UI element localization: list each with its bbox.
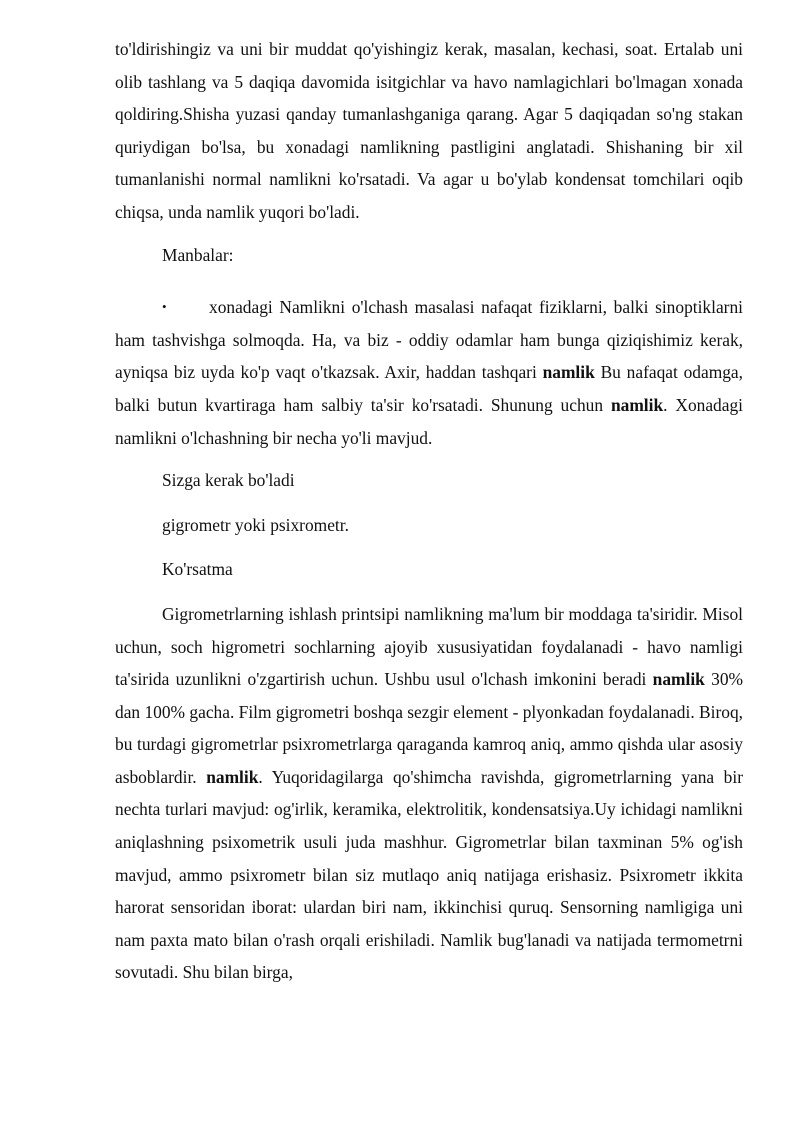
requirements-label: Sizga kerak bo'ladi xyxy=(162,470,295,491)
paragraph-text-part-3: . Yuqoridagilarga qo'shimcha ravishda, gigrometrlarning yana bir nechta turlari mavjud: og'irlik, keramika, elektrolitik, kondensatsiya.Uy ichidagi namlikni aniqlashning psixometrik usuli juda mashhur. Gigrometrlar bilan taxminan 5% og'ish mavjud, ammo psixrometr bilan siz mutlaqo aniq natijaga erishasiz. Psixrometr ikkita harorat sensoridan iborat: ulardan biri nam, ikkinchisi quruq. Sensorning namligiga uni nam paxta mato bilan o'rash orqali erishiladi. Namlik bug'lanadi va natijada termometrni sovutadi. Shu bilan birga, xyxy=(115,766,744,983)
bullet-text-part-3: . Xonadagi namlikni o'lchashning bir necha yo'li mavjud. xyxy=(115,394,743,448)
instruction-heading: Ko'rsatma xyxy=(162,559,233,580)
requirements-item: gigrometr yoki psixrometr. xyxy=(162,514,349,535)
bold-keyword: namlik xyxy=(206,766,259,787)
bullet-list-item xyxy=(115,291,743,454)
bullet-text-part-1: xonadagi Namlikni o'lchash masalasi nafaqat fiziklarni, balki sinoptiklarni ham tashvishga solmoqda. Ha, va biz - oddiy odamlar ham bunga qiziqishimiz kerak, ayniqsa biz uyda ko'p vaqt o'tkazsak. Axir, haddan tashqari xyxy=(115,297,743,383)
paragraph-humidity-glass-test: to'ldirishingiz va uni bir muddat qo'yishingiz kerak, masalan, kechasi, soat. Ertalab uni olib tashlang va 5 daqiqa davomida isitgichlar va havo namlagichlari bo'lmagan xonada qoldiring.Shisha yuzasi qanday tumanlashganiga qarang. Agar 5 daqiqadan so'ng stakan quriydigan bo'lsa, bu xonadagi namlikning pastligini anglatadi. Shishaning bir xil tumanlanishi normal namlikni ko'rsatadi. Va agar u bo'ylab kondensat tomchilari oqib chiqsa, unda namlik yuqori bo'ladi. xyxy=(115,39,743,222)
bold-keyword: namlik xyxy=(652,669,705,690)
bold-keyword: namlik xyxy=(610,394,664,415)
paragraph-text-part-2: 30% dan 100% gacha. Film gigrometri boshqa sezgir element - plyonkadan foydalanadi. Biroq, bu turdagi gigrometrlar psixrometrlarga qaraganda kamroq aniq, ammo qishda ular asosiy asboblardir. xyxy=(115,669,743,787)
bold-keyword: namlik xyxy=(542,362,595,383)
paragraph-hygrometers xyxy=(115,598,743,989)
document-body xyxy=(115,33,743,989)
bullet-text-part-2: Bu nafaqat odamga, balki butun kvartiraga ham salbiy ta'sir ko'rsatadi. Shunung uchun xyxy=(115,362,744,415)
bullet-icon: • xyxy=(162,299,167,315)
paragraph-text-part-1: Gigrometrlarning ishlash printsipi namlikning ma'lum bir moddaga ta'siridir. Misol uchun, soch higrometri sochlarning ajoyib xususiyatidan foydalanadi - havo namligi ta'sirida uzunlikni o'zgartirish uchun. Ushbu usul o'lchash imkonini beradi xyxy=(115,603,743,690)
sources-label: Manbalar: xyxy=(162,244,234,265)
